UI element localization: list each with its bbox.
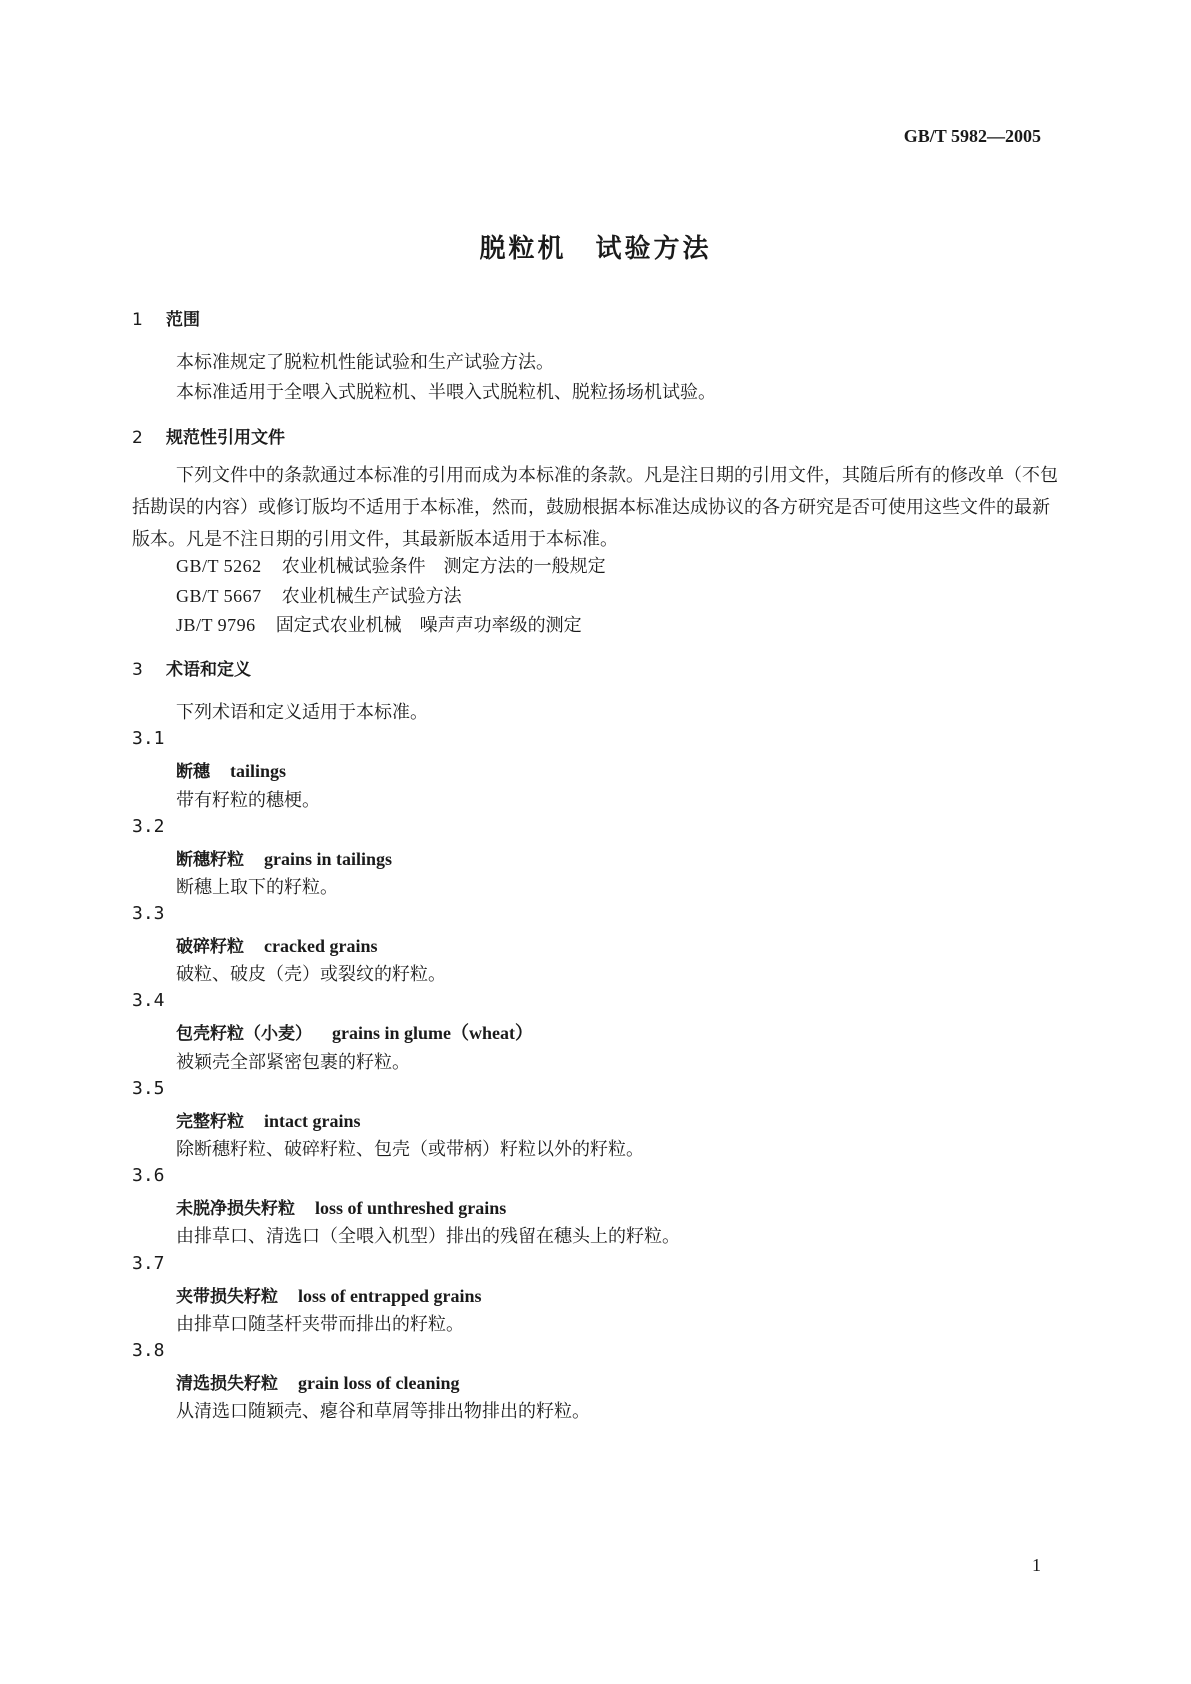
reference-code: GB/T 5667	[176, 586, 262, 606]
term-number: 3.4	[132, 990, 165, 1011]
section-1-heading	[132, 305, 200, 330]
term-heading	[176, 1019, 533, 1045]
term-heading	[176, 845, 392, 870]
term-definition: 从清选口随颖壳、瘪谷和草屑等排出物排出的籽粒。	[176, 1401, 590, 1422]
reference-item	[176, 552, 606, 578]
section-title: 术语和定义	[166, 660, 251, 680]
standard-code: GB/T 5982—2005	[903, 126, 1041, 146]
section-title: 规范性引用文件	[166, 428, 285, 448]
term-number: 3.2	[132, 816, 165, 837]
term-heading	[176, 757, 286, 782]
section-title: 范围	[166, 310, 200, 330]
term-definition: 断穗上取下的籽粒。	[176, 877, 338, 898]
term-heading	[176, 1194, 506, 1219]
term-heading	[176, 1107, 361, 1132]
section-number: 3	[132, 660, 143, 680]
term-definition: 除断穗籽粒、破碎籽粒、包壳（或带柄）籽粒以外的籽粒。	[176, 1139, 644, 1160]
document-title: 脱粒机 试验方法	[479, 234, 712, 264]
term-zh: 破碎籽粒	[176, 937, 244, 957]
references-intro: 下列文件中的条款通过本标准的引用而成为本标准的条款。凡是注日期的引用文件，其随后所有的修改单（不包括勘误的内容）或修订版均不适用于本标准，然而，鼓励根据本标准达成协议的各方研究是否可使用这些文件的最新版本。凡是不注日期的引用文件，其最新版本适用于本标准。	[132, 465, 1058, 550]
term-en: cracked grains	[264, 936, 378, 956]
term-zh: 完整籽粒	[176, 1112, 244, 1132]
term-heading	[176, 932, 377, 957]
term-definition: 被颖壳全部紧密包裹的籽粒。	[176, 1052, 410, 1073]
term-en: loss of unthreshed grains	[315, 1198, 507, 1218]
term-zh: 断穗籽粒	[176, 850, 244, 870]
term-number: 3.6	[132, 1165, 165, 1186]
term-number: 3.7	[132, 1253, 165, 1274]
reference-title: 固定式农业机械 噪声声功率级的测定	[275, 615, 582, 636]
term-definition: 由排草口、清选口（全喂入机型）排出的残留在穗头上的籽粒。	[176, 1226, 680, 1247]
term-number: 3.3	[132, 903, 165, 924]
reference-title: 农业机械试验条件 测定方法的一般规定	[281, 556, 606, 577]
term-heading	[176, 1282, 482, 1307]
term-zh: 未脱净损失籽粒	[176, 1199, 295, 1219]
term-definition: 由排草口随茎杆夹带而排出的籽粒。	[176, 1314, 464, 1335]
term-definition: 带有籽粒的穗梗。	[176, 790, 320, 811]
page-number: 1	[1032, 1555, 1041, 1575]
reference-title: 农业机械生产试验方法	[281, 586, 462, 607]
term-definition: 破粒、破皮（壳）或裂纹的籽粒。	[176, 964, 446, 985]
reference-code: JB/T 9796	[176, 615, 256, 635]
section-number: 1	[132, 310, 143, 330]
paragraph: 本标准适用于全喂入式脱粒机、半喂入式脱粒机、脱粒扬场机试验。	[176, 382, 716, 403]
term-zh: 包壳籽粒（小麦）	[176, 1024, 312, 1044]
term-en: tailings	[230, 761, 287, 781]
term-number: 3.5	[132, 1078, 165, 1099]
term-en: grain loss of cleaning	[298, 1373, 460, 1393]
term-zh: 夹带损失籽粒	[176, 1287, 278, 1307]
term-zh: 断穗	[176, 762, 210, 782]
reference-item	[176, 582, 462, 608]
term-en: loss of entrapped grains	[298, 1286, 482, 1306]
term-number: 3.1	[132, 728, 165, 749]
term-heading	[176, 1369, 460, 1394]
paragraph: 本标准规定了脱粒机性能试验和生产试验方法。	[176, 352, 554, 373]
paragraph: 下列术语和定义适用于本标准。	[176, 702, 428, 723]
reference-item	[176, 611, 582, 637]
term-en: grains in glume（wheat）	[332, 1023, 534, 1043]
section-2-heading	[132, 423, 285, 448]
reference-code: GB/T 5262	[176, 556, 262, 576]
section-3-heading	[132, 655, 251, 680]
term-zh: 清选损失籽粒	[176, 1374, 278, 1394]
term-en: grains in tailings	[264, 849, 393, 869]
term-en: intact grains	[264, 1111, 361, 1131]
section-number: 2	[132, 428, 143, 448]
term-number: 3.8	[132, 1340, 165, 1361]
